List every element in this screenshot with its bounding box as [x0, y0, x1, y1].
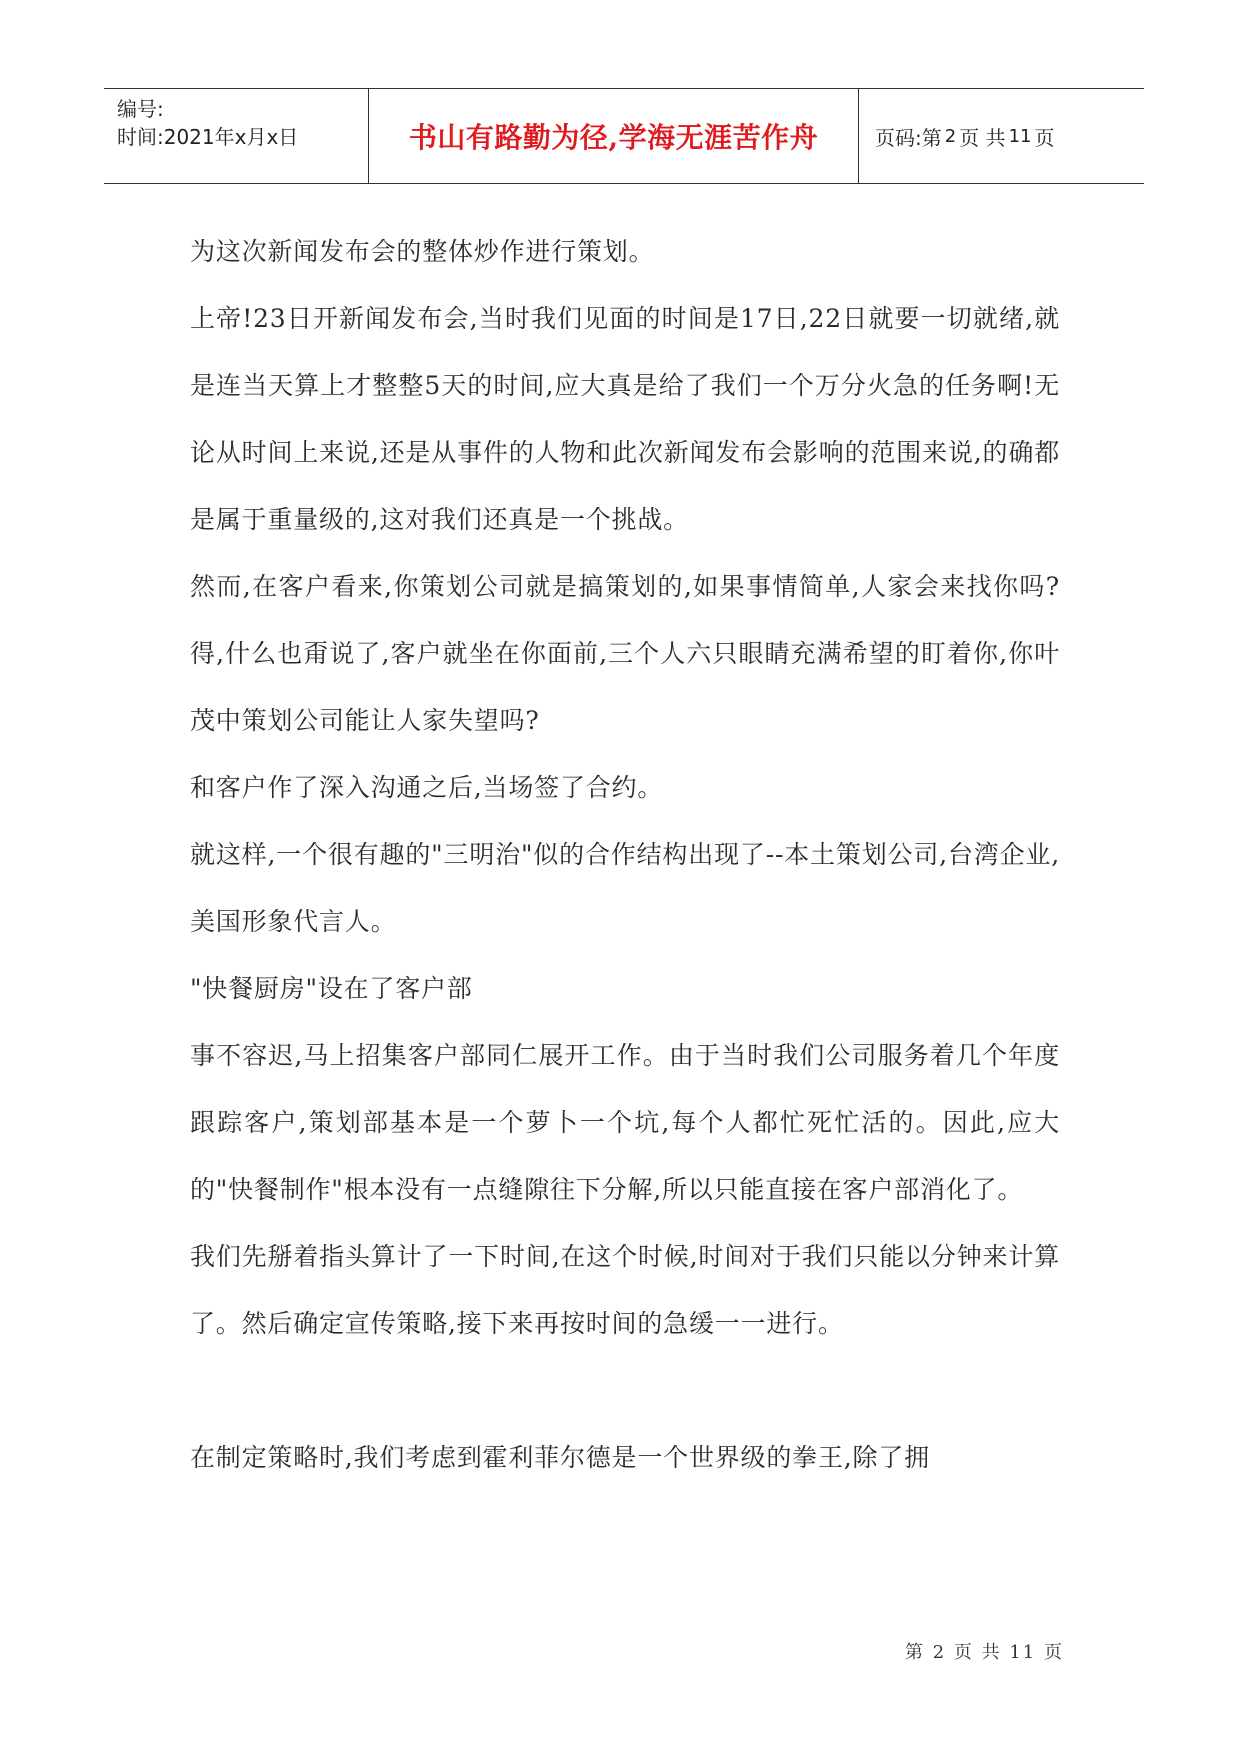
page-current: 2: [944, 125, 957, 147]
header-meta-cell: [104, 89, 369, 183]
paragraph: 事不容迟,马上招集客户部同仁展开工作。由于当时我们公司服务着几个年度跟踪客户,策划部基本是一个萝卜一个坑,每个人都忙死忙活的。因此,应大的"快餐制作"根本没有一点缝隙往下分解,所以只能直接在客户部消化了。: [190, 1041, 1060, 1204]
page-footer: 第 2 页 共 11 页: [905, 1642, 1064, 1663]
section-heading: "快餐厨房"设在了客户部: [190, 974, 473, 1003]
page-middle: 页 共: [959, 125, 1006, 150]
motto-text: 书山有路勤为径,学海无涯苦作舟: [408, 121, 819, 154]
paragraph: 我们先掰着指头算计了一下时间,在这个时候,时间对于我们只能以分钟来计算了。然后确定宣传策略,接下来再按时间的急缓一一进行。: [190, 1242, 1060, 1338]
date-label: 时间:2021年x月x日: [117, 125, 299, 149]
page-total: 11: [1008, 125, 1032, 147]
paragraph: 就这样,一个很有趣的"三明治"似的合作结构出现了--本土策划公司,台湾企业,美国形象代言人。: [190, 840, 1060, 936]
paragraph: 和客户作了深入沟通之后,当场签了合约。: [190, 773, 664, 802]
page-header: [104, 88, 1144, 184]
header-motto-cell: [369, 89, 859, 183]
header-page-cell: [859, 89, 1144, 183]
page-suffix: 页: [1034, 125, 1055, 150]
paragraph: 然而,在客户看来,你策划公司就是搞策划的,如果事情简单,人家会来找你吗?得,什么也甭说了,客户就坐在你面前,三个人六只眼睛充满希望的盯着你,你叶茂中策划公司能让人家失望吗?: [190, 572, 1060, 735]
paragraph: 上帝!23日开新闻发布会,当时我们见面的时间是17日,22日就要一切就绪,就是连当天算上才整整5天的时间,应大真是给了我们一个万分火急的任务啊!无论从时间上来说,还是从事件的人物和此次新闻发布会影响的范围来说,的确都是属于重量级的,这对我们还真是一个挑战。: [190, 304, 1060, 534]
paragraph: 为这次新闻发布会的整体炒作进行策划。: [190, 237, 655, 266]
serial-number-label: 编号:: [117, 97, 164, 121]
blank-line: [190, 1357, 1060, 1424]
page-prefix: 页码:第: [875, 125, 942, 150]
document-body: [190, 218, 1060, 1491]
paragraph: 在制定策略时,我们考虑到霍利菲尔德是一个世界级的拳王,除了拥: [190, 1443, 930, 1472]
